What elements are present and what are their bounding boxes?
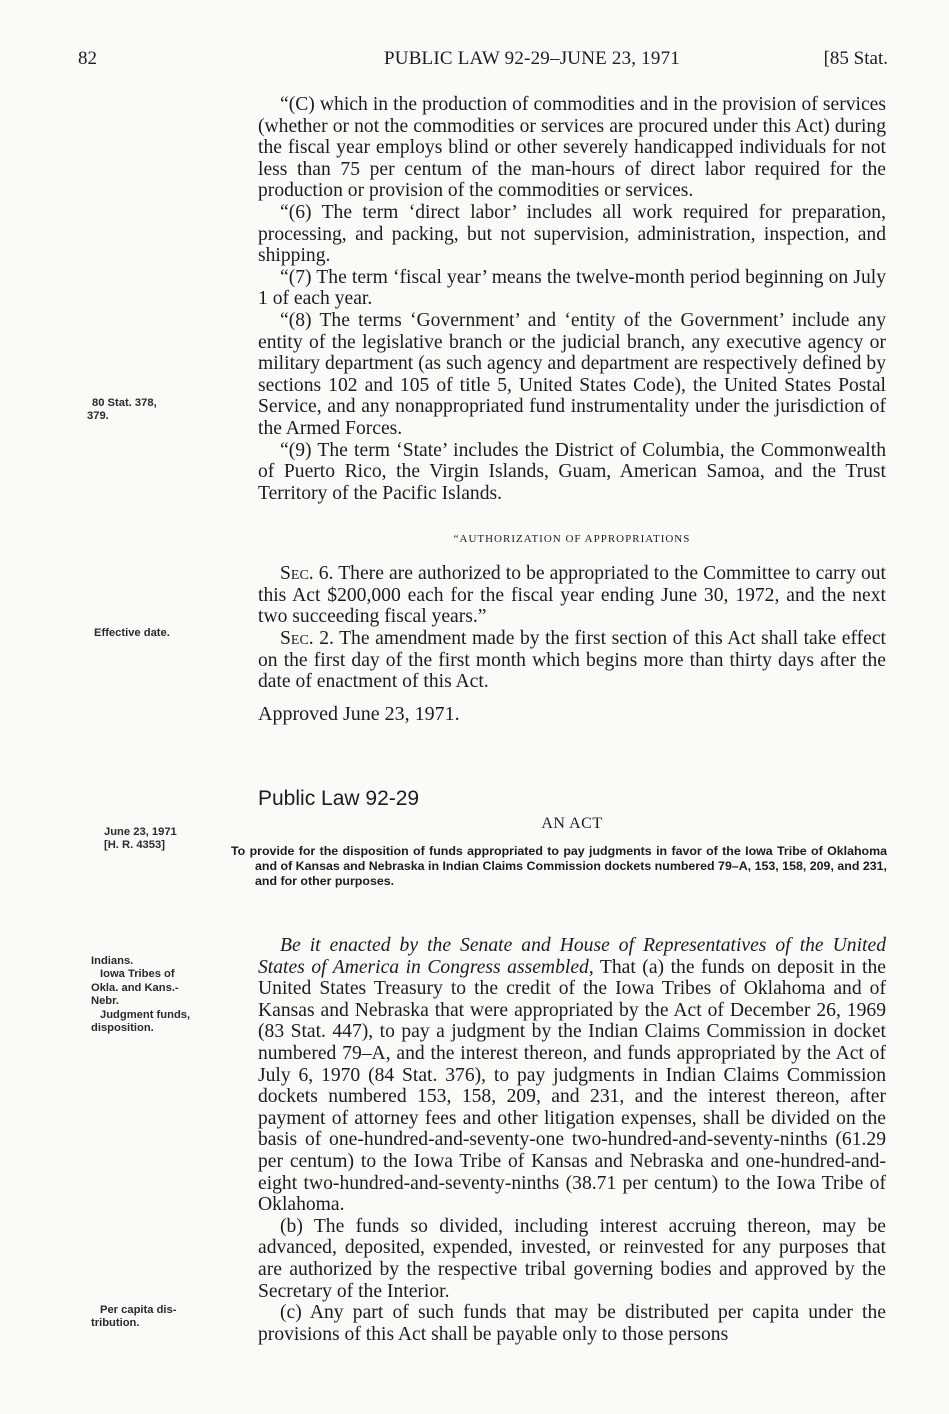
running-header: [78, 48, 888, 78]
margin-note-per-capita: Per capita dis- tribution.: [91, 1304, 177, 1330]
section-6-label: Sec. 6.: [280, 563, 334, 584]
definition-state: “(9) The term ‘State’ includes the District of Columbia, the Commonwealth of Puerto Rico, the Virgin Islands, Guam, American Samoa, and the Trust Territory of the Pacific Islands.: [258, 439, 886, 504]
enacting-section: [258, 935, 886, 1345]
definitions-block: [258, 94, 886, 504]
clause-c: “(C) which in the production of commodities and in the provision of services (whether or not the commodities or services are procured under this Act) during the fiscal year employs blind or other severely handicapped individuals for not less than 75 per centum of the man-hours of direct labor required for the production or provision of the commodities or services.: [258, 94, 886, 202]
margin-note-bill: June 23, 1971 [H. R. 4353]: [104, 826, 177, 852]
page-number: 82: [78, 48, 97, 69]
margin-note-indians: Indians. Iowa Tribes of Okla. and Kans.- Nebr. Judgment funds, disposition.: [91, 955, 191, 1035]
subsection-a: That (a) the funds on deposit in the United States Treasury to the credit of the Iowa Tribes of Oklahoma and of Kansas and Nebraska that were appropriated by the Act of December 26, 1969 (83 Stat. 447), to pay a judgment by the Indian Claims Commission in docket numbered 79–A, and the interest thereon, and funds appropriated by the Act of July 6, 1970 (84 Stat. 376), to pay judgments in Indian Claims Commission dockets numbered 153, 158, 209, and 231, and the interest thereon, after payment of attorney fees and other litigation expenses, shall be divided on the basis of one-hundred-and-seventy-one two-hundred-and-seventy-ninths (61.29 per centum) to the Iowa Tribe of Kansas and Nebraska and one-hundred-and-eight two-hundred-and-seventy-ninths (38.71 per centum) to the Iowa Tribe of Oklahoma.: [258, 956, 886, 1216]
an-act-heading: AN ACT: [541, 815, 603, 832]
section-6: [258, 563, 886, 628]
definition-fiscal-year: “(7) The term ‘fiscal year’ means the twelve-month period beginning on July 1 of each year.: [258, 266, 886, 310]
section-2-label: Sec. 2.: [280, 628, 334, 649]
section-2: [258, 628, 886, 693]
margin-note-stat-ref: 80 Stat. 378, 379.: [87, 397, 157, 423]
section-6-text: There are authorized to be appropriated to the Committee to carry out this Act $200,000 each for the fiscal year ending June 30, 1972, and the next two succeeding fiscal years.”: [258, 563, 886, 628]
approval-date: Approved June 23, 1971.: [258, 703, 460, 725]
enacting-clause: Be it enacted by the Senate and House of Representatives of the United States of America in Congress assembled,: [258, 935, 886, 978]
margin-note-effective-date: Effective date.: [94, 627, 170, 639]
act-purpose: To provide for the disposition of funds appropriated to pay judgments in favor of the Iowa Tribe of Oklahoma and of Kansas and Nebraska in Indian Claims Commission dockets numbered 79–A, 153, 158, 209, and 231, and for other purposes.: [231, 844, 887, 889]
definition-direct-labor: “(6) The term ‘direct labor’ includes all work required for preparation, processing, and packing, but not supervision, administration, inspection, and shipping.: [258, 201, 886, 267]
section-heading: “AUTHORIZATION OF APPROPRIATIONS: [453, 533, 691, 545]
subsection-c: (c) Any part of such funds that may be distributed per capita under the provisions of this Act shall be payable only to those persons: [258, 1302, 886, 1345]
running-title: PUBLIC LAW 92-29–JUNE 23, 1971: [384, 48, 680, 69]
public-law-title: Public Law 92-29: [258, 787, 420, 810]
definition-government: “(8) The terms ‘Government’ and ‘entity of the Government’ include any entity of the legislative branch or the judicial branch, any executive agency or military department (as such agency and department are respectively defined by sections 102 and 105 of title 5, United States Code), the United States Postal Service, and any nonappropriated fund instrumentality under the jurisdiction of the Armed Forces.: [258, 309, 886, 439]
section-2-text: The amendment made by the first section of this Act shall take effect on the first day of the first month which begins more than thirty days after the date of enactment of this Act.: [258, 628, 886, 693]
statutes-volume: [85 Stat.: [823, 48, 888, 69]
subsection-b: (b) The funds so divided, including interest accruing thereon, may be advanced, deposited, expended, invested, or reinvested for any purposes that are authorized by the respective tribal governing bodies and approved by the Secretary of the Interior.: [258, 1215, 886, 1302]
